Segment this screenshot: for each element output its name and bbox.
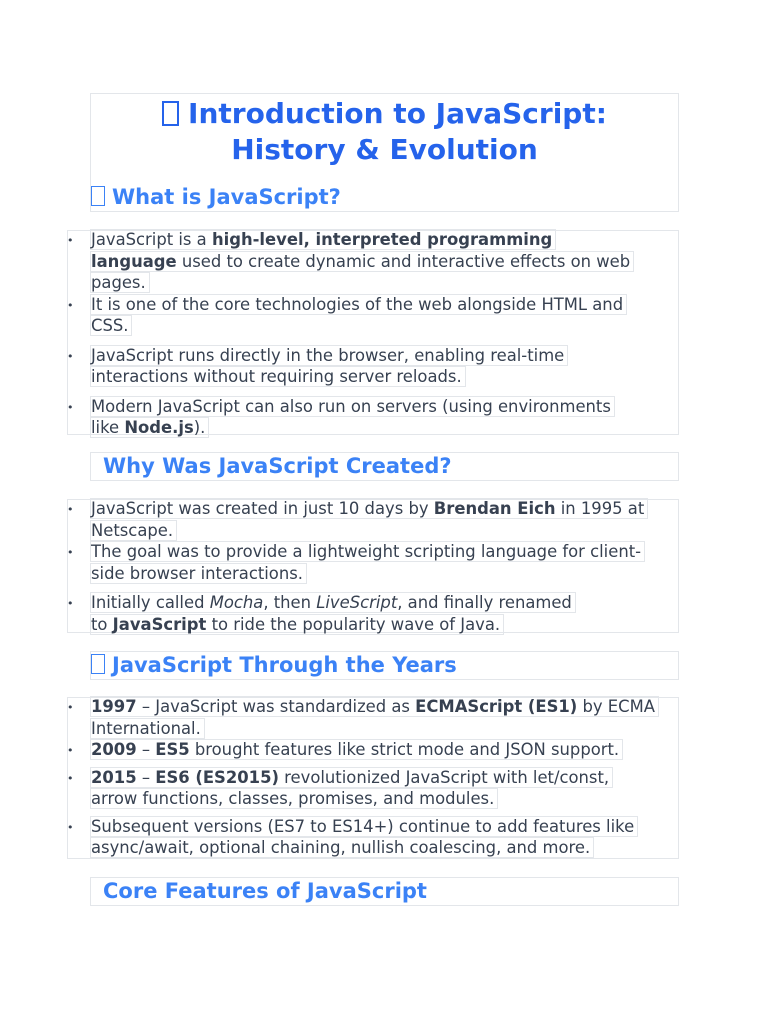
text: , and finally renamed (397, 593, 572, 612)
placeholder-glyph-icon (162, 101, 179, 126)
bold-text: ECMAScript (ES1) (415, 697, 578, 716)
list-item (67, 294, 679, 337)
list-item-line (90, 366, 466, 387)
text: The goal was to provide a lightweight scripting language for client- (91, 542, 642, 561)
list-item (67, 396, 679, 439)
text: ). (193, 418, 206, 437)
list-item (67, 816, 679, 859)
list-item-line (90, 696, 659, 717)
text: like (91, 418, 125, 437)
bold-text: 2009 (91, 740, 137, 759)
text: – JavaScript was standardized as (136, 697, 416, 716)
heading-through-years: JavaScript Through the Years (91, 651, 457, 679)
list-item (67, 345, 679, 388)
list-item-line (90, 272, 150, 293)
list-item-line (90, 315, 132, 336)
list-item-line (90, 229, 556, 250)
list-item (67, 767, 679, 810)
placeholder-glyph-icon (91, 654, 105, 674)
list-item (67, 498, 679, 541)
list-item (67, 592, 679, 635)
italic-text: LiveScript (316, 593, 398, 612)
page-title (90, 93, 679, 168)
bold-text: high-level, interpreted programming (211, 230, 553, 249)
italic-text: Mocha (209, 593, 264, 612)
list-item (67, 541, 679, 584)
text: JavaScript is a (91, 230, 212, 249)
text: JavaScript runs directly in the browser, enabling real-time (91, 345, 565, 365)
list-item-line (90, 396, 615, 417)
text: Subsequent versions (ES7 to ES14+) continue to add features like (91, 816, 635, 836)
list-item-line (90, 294, 627, 315)
placeholder-glyph-icon (91, 186, 105, 206)
bold-text: Brendan Eich (433, 499, 556, 518)
list-item-line (90, 563, 307, 584)
heading-what-is-js: What is JavaScript? (91, 183, 341, 211)
title-line-2: History & Evolution (231, 133, 538, 166)
text: – (136, 767, 156, 787)
list-item-line (90, 251, 634, 272)
bold-text: 1997 (91, 697, 137, 716)
text: It is one of the core technologies of the web alongside HTML and (91, 294, 624, 314)
list-item-line (90, 739, 623, 760)
list-through-years (67, 696, 679, 859)
list-item-line (90, 541, 645, 562)
list-item-line (90, 767, 613, 788)
text: to ride the popularity wave of Java. (206, 614, 501, 634)
text: revolutionized JavaScript with let/const, (278, 767, 610, 787)
list-item (67, 696, 679, 739)
text: Netscape. (91, 520, 174, 540)
text: interactions without requiring server reloads. (91, 367, 462, 386)
list-why-created (67, 498, 679, 635)
list-what-is-js (67, 229, 679, 439)
bold-text: ES5 (155, 740, 190, 759)
text: async/await, optional chaining, nullish coalescing, and more. (91, 838, 591, 857)
list-item-line (90, 592, 576, 613)
text: International. (91, 718, 201, 738)
heading-core-features: Core Features of JavaScript (103, 879, 427, 903)
text: JavaScript was created in just 10 days by (91, 499, 434, 518)
text: Initially called (91, 593, 210, 612)
heading-why-created: Why Was JavaScript Created? (103, 454, 452, 478)
bold-text: ES6 (ES2015) (155, 767, 279, 787)
list-item-line (90, 498, 648, 519)
list-item (67, 229, 679, 294)
list-item-line (90, 614, 504, 635)
list-item-line (90, 417, 209, 438)
text: side browser interactions. (91, 563, 303, 583)
list-item-line (90, 718, 205, 739)
text: to (91, 614, 113, 634)
title-line-1: Introduction to JavaScript: (188, 97, 607, 130)
bold-text: Node.js (124, 418, 194, 437)
bold-text: JavaScript (112, 614, 207, 634)
text: , then (263, 593, 317, 612)
text: by ECMA (577, 697, 655, 716)
list-item-line (90, 837, 594, 858)
list-item-line (90, 788, 498, 809)
text: – (136, 740, 156, 759)
bold-text: 2015 (91, 767, 137, 787)
list-item-line (90, 345, 568, 366)
bold-text: language (91, 251, 177, 271)
text: in 1995 at (555, 499, 645, 518)
list-item (67, 739, 679, 761)
list-item-line (90, 520, 177, 541)
text: Modern JavaScript can also run on servers (using environments (91, 396, 611, 416)
text: pages. (91, 273, 146, 292)
text: brought features like strict mode and JSON support. (189, 740, 620, 759)
text: CSS. (91, 316, 129, 335)
list-item-line (90, 816, 638, 837)
text: arrow functions, classes, promises, and modules. (91, 789, 495, 808)
text: used to create dynamic and interactive effects on web (176, 251, 631, 271)
